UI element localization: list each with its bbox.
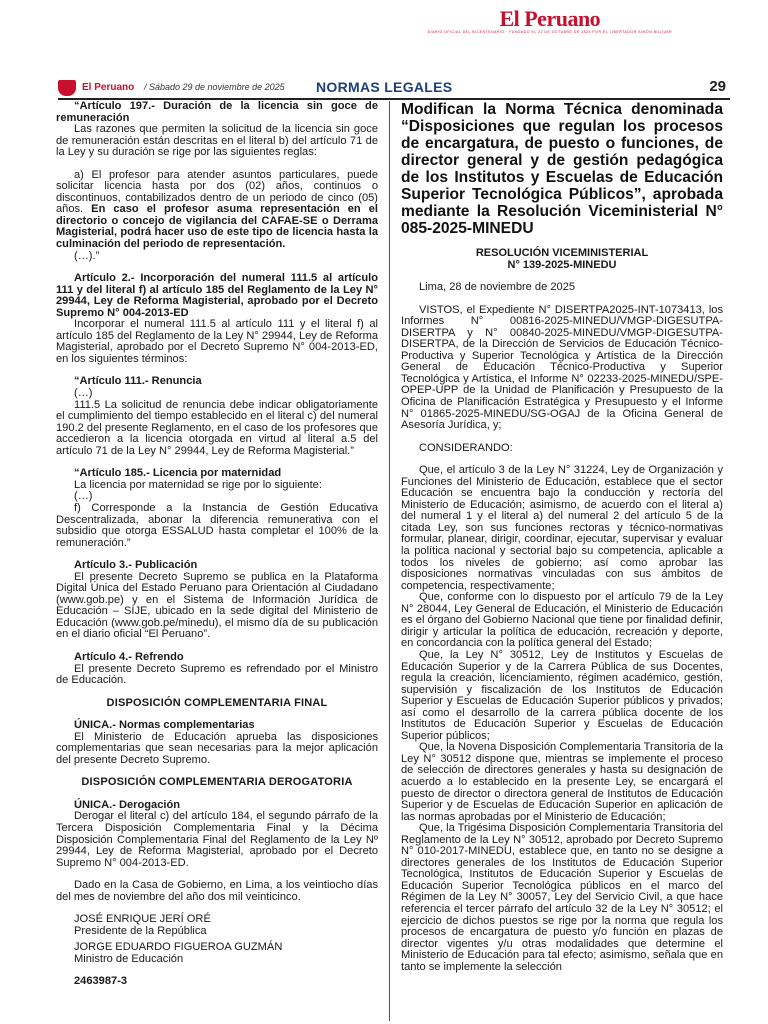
considerando-3: Que, la Ley N° 30512, Ley de Institutos y Escuelas de Educación Superior y de la Carrera Pública de sus Docentes, regula la creación, licenciamiento, régimen académico, gestión, supervisión y fiscalización de los Institutos de Educación Superior y Escuelas de Educación Superior públicos y privados; así como el desarrollo de la carrera pública docente de los Institutos de Educación Superior y Escuelas de Educación Superior públicos; — [401, 648, 723, 742]
art2-body: Incorporar el numeral 111.5 al artículo 111 y el literal f) al artículo 185 del Reglamento de la Ley N° 29944, Ley de Reforma Magisterial, aprobado por el Decreto Supremo N° 004-2013-ED, en los siguientes términos: — [56, 318, 378, 365]
signatory-2-name: JORGE EDUARDO FIGUEROA GUZMÁN — [74, 941, 283, 954]
dcf-unica-title: ÚNICA.- Normas complementarias — [74, 719, 255, 732]
place-date: Lima, 28 de noviembre de 2025 — [419, 281, 576, 294]
given-text: Dado en la Casa de Gobierno, en Lima, a los veintiocho días del mes de noviembre del año dos mil veinticinco. — [56, 879, 378, 903]
signatory-1-name: JOSÉ ENRIQUE JERÍ ORÉ — [74, 913, 211, 926]
dcd-unica-label: ÚNICA. — [74, 798, 113, 811]
dcd-title: DISPOSICIÓN COMPLEMENTARIA DEROGATORIA — [81, 776, 353, 789]
art2-title: Artículo 2.- Incorporación del numeral 111.5 al artículo 111 y del literal f) al artículo 185 del Reglamento de la Ley N° 29944, Ley de Reforma Magisterial, aprobado por el Decreto Supremo N° 004-2013-ED — [56, 272, 378, 319]
art111-dots: (…) — [74, 387, 93, 400]
header-section: NORMAS LEGALES — [316, 79, 453, 95]
header-date: / Sábado 29 de noviembre de 2025 — [144, 82, 285, 92]
considerando-2: Que, conforme con lo dispuesto por el artículo 79 de la Ley N° 28044, Ley General de Educación, el Ministerio de Educación es el órgano del Gobierno Nacional que tiene por finalidad definir, dirigir y articular la política de educación, recreación y deporte, en concordancia con la política general del Estado; — [401, 591, 723, 650]
art185-f: f) Corresponde a la Instancia de Gestión Educativa Descentralizada, abonar la diferencia remunerativa con el subsidio que otorga ESSALUD hasta completar el 100% de la remuneración.” — [56, 501, 378, 549]
art197-item-a — [56, 170, 378, 251]
masthead — [428, 6, 672, 34]
art185-dots: (…) — [74, 490, 93, 503]
art3-title: Artículo 3.- Publicación — [74, 559, 198, 572]
art111-title: “Artículo 111.- Renuncia — [74, 375, 202, 388]
art4-title: Artículo 4.- Refrendo — [74, 650, 184, 663]
coat-of-arms-icon — [58, 80, 76, 96]
art197-close: (…).” — [74, 249, 100, 262]
masthead-tagline: DIARIO OFICIAL DEL BICENTENARIO · FUNDADO EL 22 DE OCTUBRE DE 1825 POR EL LIBERTADOR SIMÓN BOLÍVAR — [427, 30, 672, 34]
resolution-title: RESOLUCIÓN VICEMINISTERIAL — [475, 247, 649, 259]
considerando-5: Que, la Trigésima Disposición Complementaria Transitoria del Reglamento de la Ley N° 30512, aprobado por Decreto Supremo N° 010-2017-MINEDU, establece que, en tanto no se designe a directores generales de los Institutos de Educación Superior Tecnológica, Institutos de Educación Superior y Escuelas de Educación Superior Tecnológica públicos en el marco del Régimen de la Ley N° 30057, Ley del Servicio Civil, a que hace referencia el tercer párrafo del artículo 32 de la Ley N° 30512; el ejercicio de dichos puestos se rige por la norma que regula los procesos de encargatura de puesto y/o función en plazas de director vigentes y/u otras modalidades que determine el Ministerio de Educación para tal efecto; asimismo, señala que en tanto se implemente la selección — [401, 822, 723, 973]
dcf-title: DISPOSICIÓN COMPLEMENTARIA FINAL — [106, 696, 328, 709]
signatory-1-role: Presidente de la República — [74, 924, 207, 937]
considerando-4: Que, la Novena Disposición Complementaria Transitoria de la Ley N° 30512 dispone que, mientras se implemente el proceso de selección de directores generales y hasta su designación de acuerdo a lo establecido en la presente Ley, se encargará el puesto de director o directora general de Institutos de Educación Superior y de Escuelas de Educación Superior en aplicación de las normas aprobadas por el Ministerio de Educación; — [401, 741, 723, 823]
art197-intro: Las razones que permiten la solicitud de la licencia sin goce de remuneración están descritas en el literal b) del artículo 71 de la Ley y su duración se rige por las siguientes reglas: — [56, 123, 378, 159]
signatory-2-role: Ministro de Educación — [74, 952, 184, 965]
headline: Modifican la Norma Técnica denominada “Disposiciones que regulan los procesos de encargatura, de puesto o funciones, de director general y de gestión pedagógica de los Institutos y Escuelas de Educación Superior Tecnológica Públicos”, aprobada mediante la Resolución Viceministerial N° 085-2025-MINEDU — [401, 101, 723, 237]
dcd-unica-suffix: - Derogación — [112, 798, 181, 811]
considerando-1: Que, el artículo 3 de la Ley N° 31224, Ley de Organización y Funciones del Ministerio de Educación, establece que el sector Educación se encuentra bajo la conducción y rectoría del Ministerio de Educación; asimismo, de acuerdo con el literal a) del numeral 1 y el literal a) del numeral 2 del artículo 5 de la citada Ley, son sus funciones rectoras y técnico-normativas formular, planear, dirigir, coordinar, ejecutar, supervisar y evaluar la política nacional y sectorial bajo su competencia, aplicable a todos los niveles de gobierno; así como aprobar las disposiciones normativas vinculadas con sus ámbitos de competencia, respectivamente; — [401, 464, 723, 592]
page-header — [58, 78, 730, 100]
dcf-unica-body: El Ministerio de Educación aprueba las disposiciones complementarias que sean necesarias para la mejor aplicación del presente Decreto Supremo. — [56, 730, 378, 766]
art197-title: “Artículo 197.- Duración de la licencia sin goce de remuneración — [56, 100, 378, 124]
column-divider — [389, 101, 390, 1021]
art185-body: La licencia por maternidad se rige por lo siguiente: — [74, 478, 322, 491]
dcd-unica-body: Derogar el literal c) del artículo 184, el segundo párrafo de la Tercera Disposición Complementaria Final y la Décima Disposición Complementaria Final del Reglamento de la Ley Nº 29944, Ley de Reforma Magisterial, aprobado por el Decreto Supremo N° 004-2013-ED. — [56, 810, 378, 869]
resolution-number: N° 139-2025-MINEDU — [507, 258, 617, 271]
publication-code: 2463987-3 — [74, 975, 128, 988]
art3-body: El presente Decreto Supremo se publica en la Plataforma Digital Única del Estado Peruano para Orientación al Ciudadano (www.gob.pe) y en el Sistema de Información Jurídica de Educación – SIJE, ubicado en la sede digital del Ministerio de Educación (www.gob.pe/minedu), el mismo día de su publicación en el diario oficial “El Peruano”. — [56, 570, 378, 641]
header-paper-name: El Peruano — [82, 82, 135, 93]
art185-title: “Artículo 185.- Licencia por maternidad — [74, 467, 282, 480]
art197-item-a-bold: En caso el profesor asuma representación en el directorio o concejo de vigilancia del CAFAE-SE o Derrama Magisterial, podrá hacer uso de este tipo de licencia hasta la culminación del periodo de representación. — [56, 203, 378, 251]
art111-body: 111.5 La solicitud de renuncia debe indicar obligatoriamente el cumplimiento del tiempo establecido en el literal c) del numeral 190.2 del presente Reglamento, en el caso de los profesores que accedieron a la licencia otorgada en virtud al literal a.5 del artículo 71 de la Ley N° 29944, Ley de Reforma Magisterial.” — [56, 398, 378, 457]
left-column — [56, 101, 378, 988]
vistos: VISTOS, el Expediente N° DISERTPA2025-INT-1073413, los Informes N° 00816-2025-MINEDU/VMGP-DIGESUTPA-DISERTPA y N° 00840-2025-MINEDU/VMGP-DIGESUTPA-DISERTPA, de la Dirección de Servicios de Educación Técnico-Productiva y Superior Tecnológica y Artística de la Dirección General de Educación Técnico-Productiva y Superior Tecnológica y Artística, el Informe N° 02233-2025-MINEDU/SPE-OPEP-UPP de la Unidad de Planificación y Presupuesto de la Oficina de Planificación Estratégica y Presupuesto y el Informe N° 01865-2025-MINEDU/SG-OGAJ de la Oficina General de Asesoría Jurídica, y; — [401, 303, 723, 432]
art4-body: El presente Decreto Supremo es refrendado por el Ministro de Educación. — [56, 662, 378, 687]
considerando: CONSIDERANDO: — [419, 441, 513, 454]
right-column — [401, 101, 723, 973]
masthead-logo: El Peruano — [499, 6, 601, 31]
page-number: 29 — [709, 78, 726, 95]
art197-item-a-text: a) El profesor para atender asuntos particulares, puede solicitar licencia hasta por dos (02) años, continuos o discontinuos, contabilizados dentro de un periodo de cinco (05) años. — [56, 168, 378, 216]
